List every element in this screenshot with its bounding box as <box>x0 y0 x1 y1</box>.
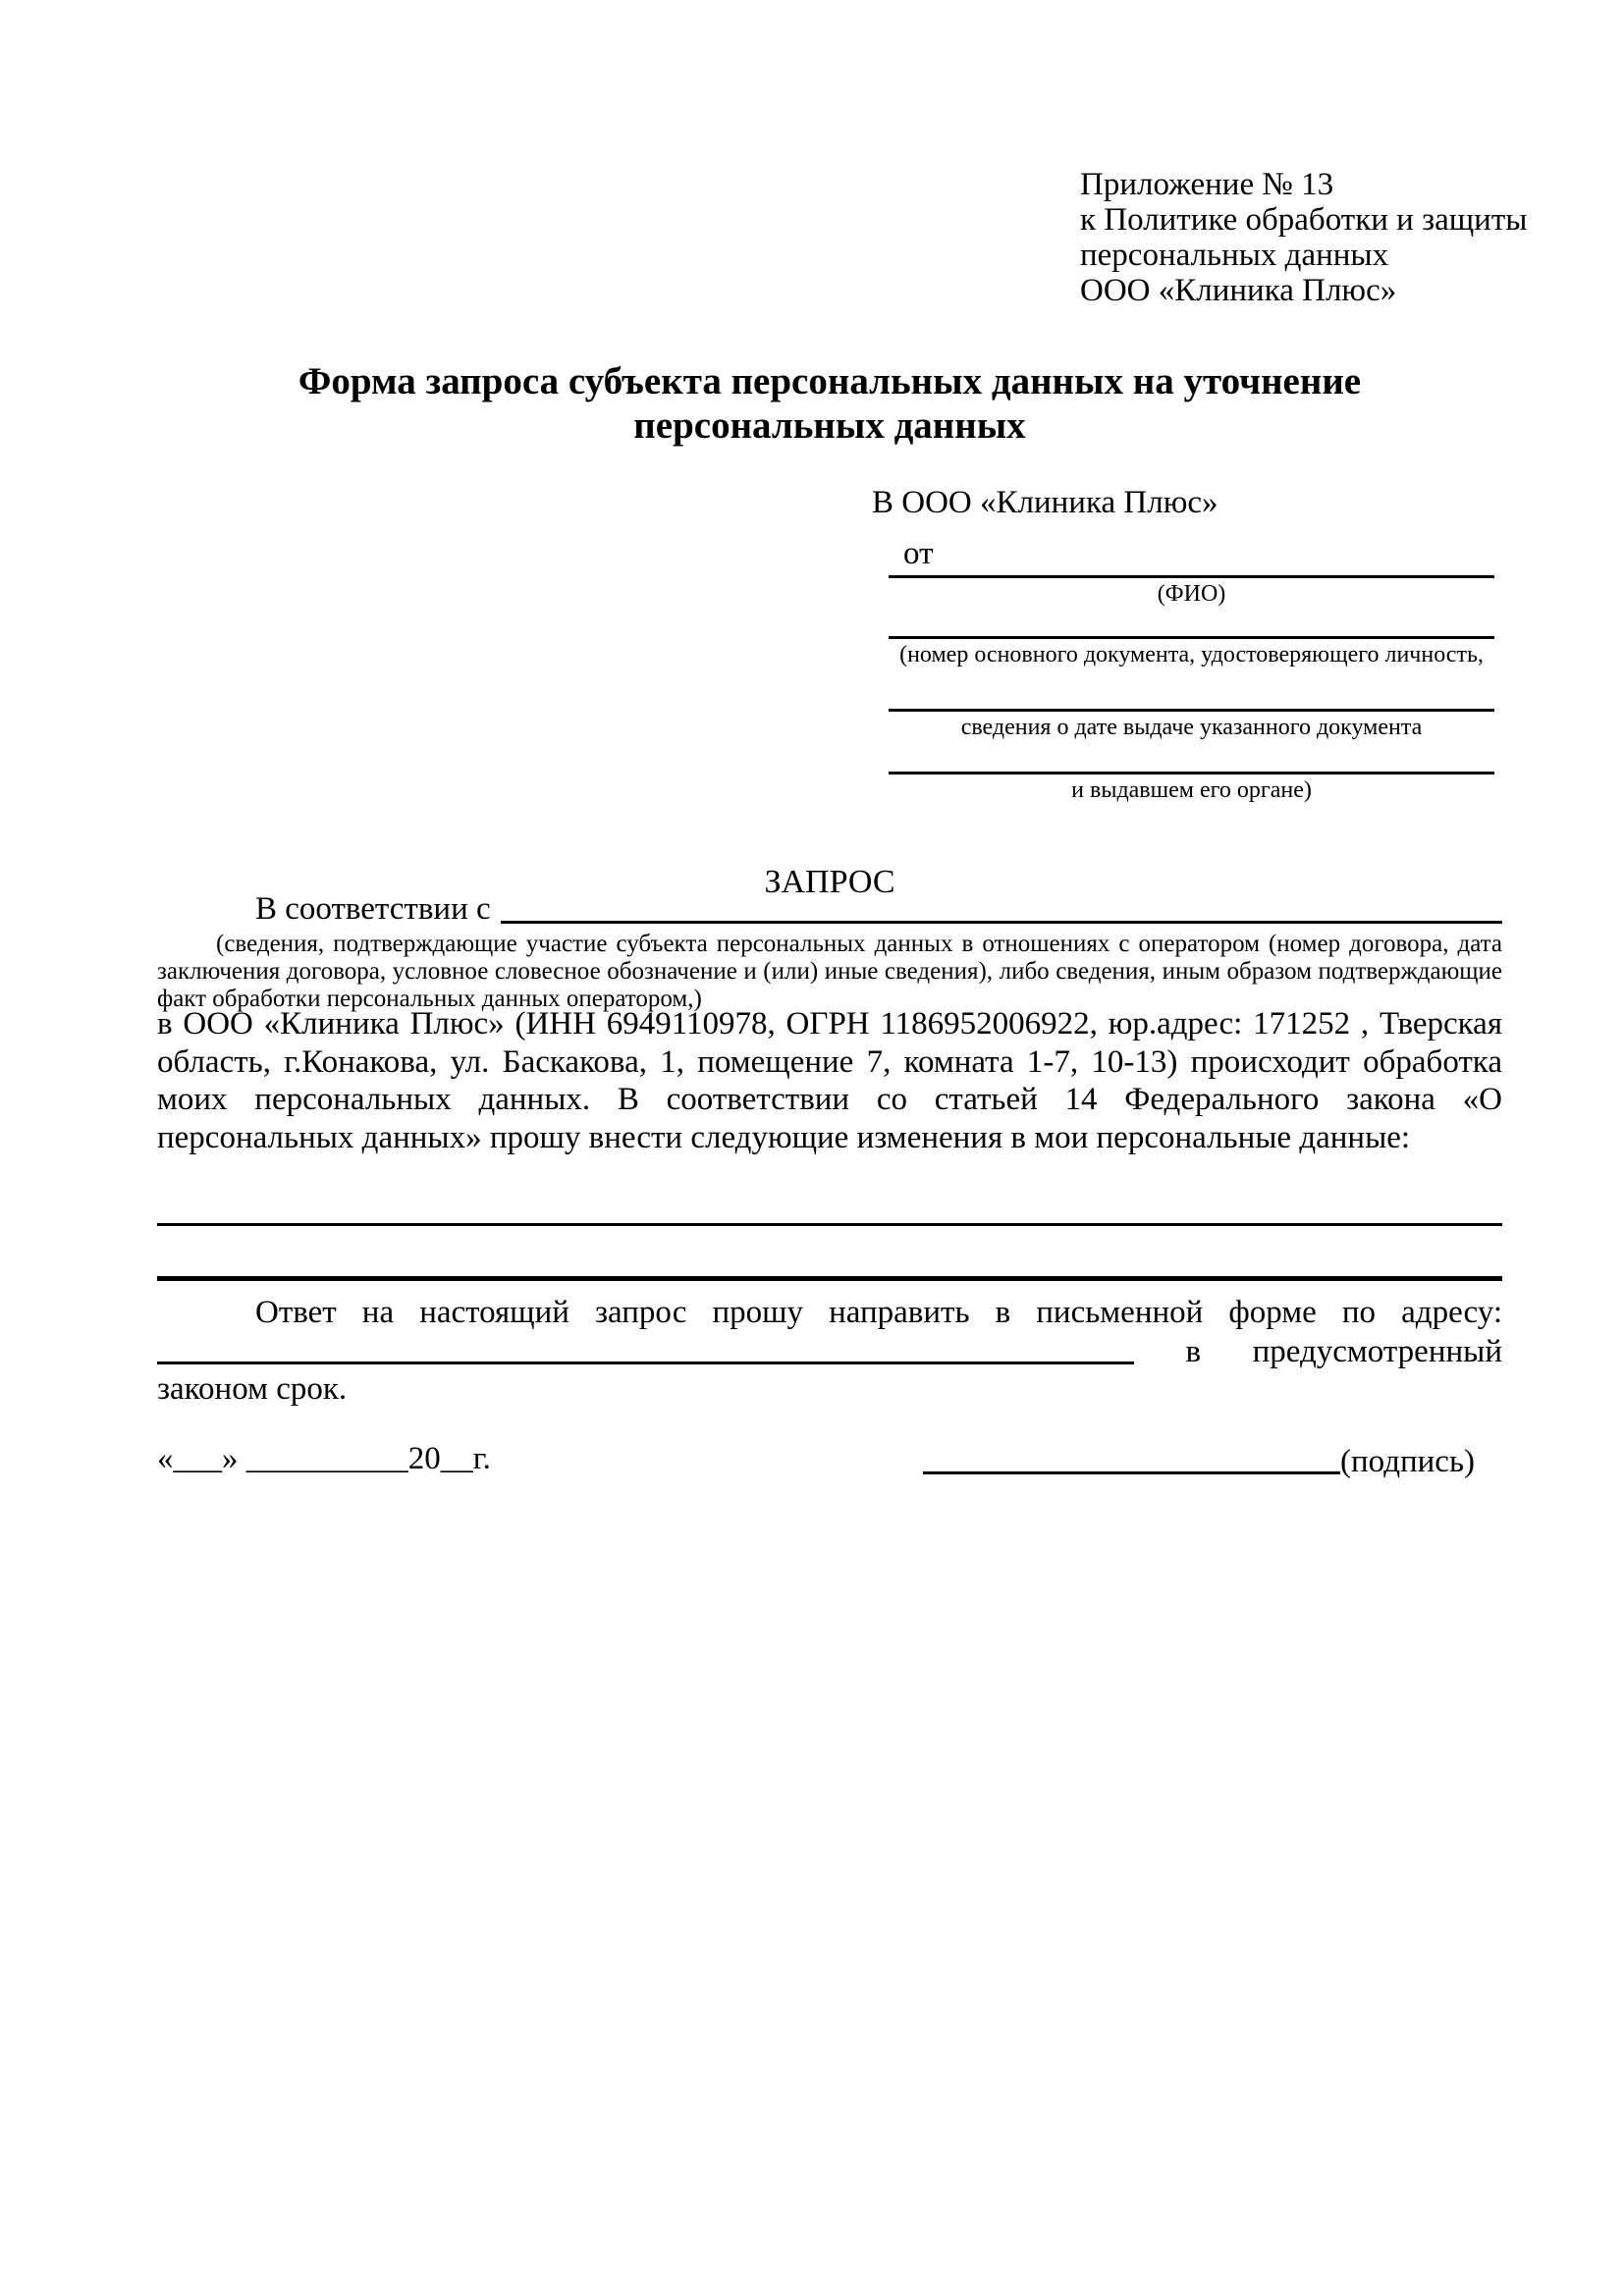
signature-field-line[interactable] <box>923 1471 1340 1474</box>
footnote-caption: (сведения, подтверждающие участие субъекта персональных данных в отношениях с оператором (номер договора, дата заключения договора, условное словесное обозначение и (или) иные сведения), либо сведения, иным образом подтверждающие факт обработки персональных данных оператором,) <box>157 931 1502 1012</box>
signature-block <box>923 1441 1504 1480</box>
reply-text-line1: Ответ на настоящий запрос прошу направить в письменной форме по адресу: <box>255 1295 1502 1330</box>
from-label: от <box>903 536 934 571</box>
annex-note-line: Приложение № 13 <box>1080 167 1334 202</box>
fio-caption: (ФИО) <box>1157 581 1226 607</box>
annex-note <box>1080 167 1527 308</box>
issuing-authority-field-line[interactable] <box>889 772 1494 774</box>
address-field-line[interactable] <box>157 1362 1134 1364</box>
request-body-text: в ООО «Клиника Плюс» (ИНН 6949110978, ОГРН 1186952006922, юр.адрес: 171252 , Тверская область, г.Конакова, ул. Баскакова, 1, помещение 7, комната 1-7, 10-13) происходит обработка моих персональных данных. В соответствии со статьей 14 Федерального закона «О персональных данных» прошу внести следующие изменения в мои персональные данные: <box>157 1006 1502 1155</box>
form-title <box>157 359 1502 448</box>
annex-note-line: ООО «Клиника Плюс» <box>1080 273 1397 308</box>
reply-word-term: предусмотренный <box>1252 1333 1502 1369</box>
issue-date-caption: сведения о дате выдаче указанного документа <box>960 715 1423 740</box>
changes-field-line-2[interactable] <box>157 1276 1502 1281</box>
form-title-line2: персональных данных <box>633 404 1026 447</box>
document-number-caption: (номер основного документа, удостоверяющего личность, <box>899 642 1484 667</box>
intro-text: В соответствии с <box>255 891 491 927</box>
signature-caption: (подпись) <box>1340 1444 1475 1479</box>
date-field[interactable]: «___» __________20__г. <box>157 1441 491 1476</box>
changes-field-line-1[interactable] <box>157 1223 1502 1226</box>
issuing-authority-caption: и выдавшем его органе) <box>1071 777 1312 803</box>
intro-row <box>157 889 1502 929</box>
reply-row <box>157 1331 1502 1370</box>
request-heading: ЗАПРОС <box>764 864 895 900</box>
reply-word-v: в <box>1185 1333 1202 1369</box>
annex-note-line: персональных данных <box>1080 238 1389 273</box>
issue-date-field-line[interactable] <box>889 709 1494 712</box>
document-number-field-line[interactable] <box>889 636 1494 639</box>
annex-note-line: к Политике обработки и защиты <box>1080 202 1528 238</box>
form-title-line1: Форма запроса субъекта персональных данных на уточнение <box>298 360 1362 402</box>
reply-text-line3: законом срок. <box>157 1371 348 1407</box>
basis-field-line[interactable] <box>501 921 1502 924</box>
fio-field-line[interactable] <box>889 575 1494 578</box>
addressee-to: В ООО «Клиника Плюс» <box>872 485 1218 520</box>
